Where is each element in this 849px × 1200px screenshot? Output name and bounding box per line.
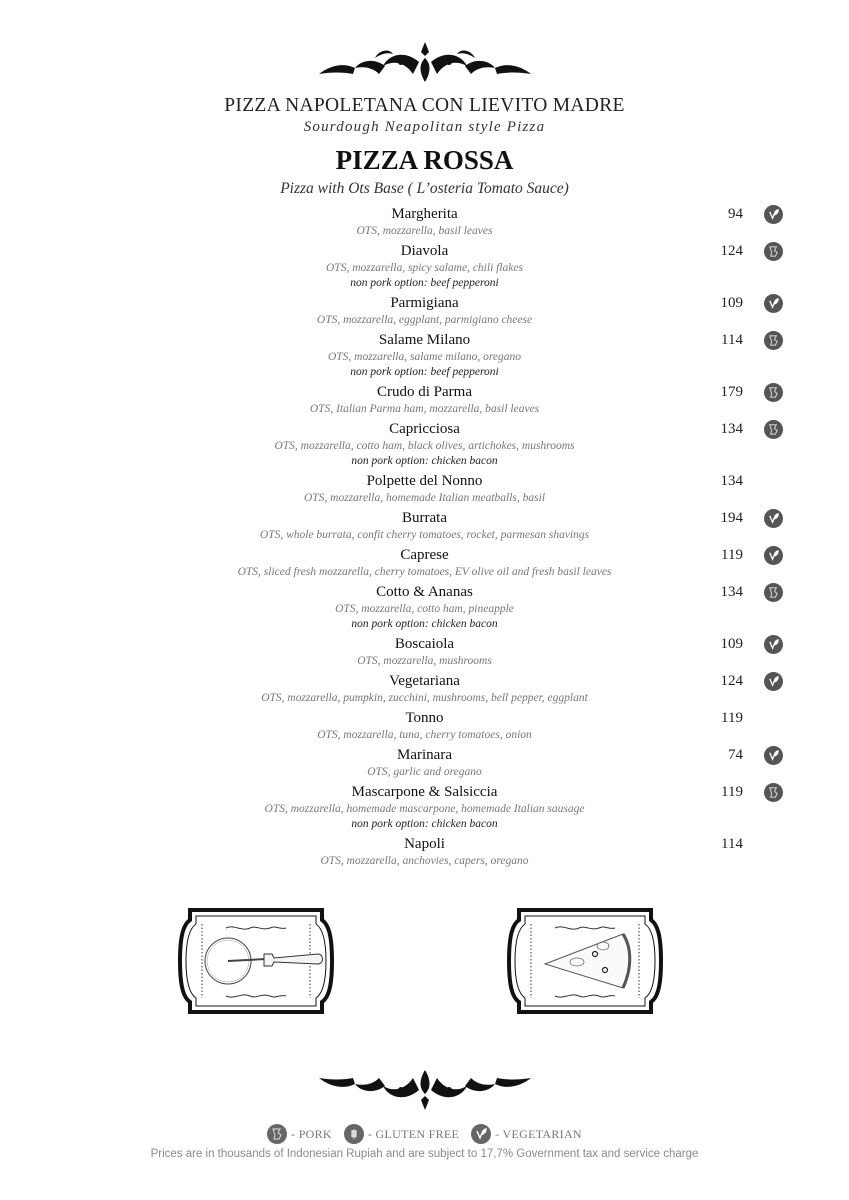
menu-item bbox=[0, 546, 849, 583]
gluten-free-icon bbox=[344, 1124, 364, 1144]
vegetarian-icon bbox=[764, 672, 783, 691]
item-price: 124 bbox=[720, 243, 743, 259]
legend-vegetarian bbox=[471, 1124, 582, 1144]
vegetarian-icon bbox=[764, 546, 783, 565]
item-name: Marinara bbox=[397, 747, 452, 763]
item-price: 134 bbox=[720, 473, 743, 489]
item-description: OTS, mozzarella, homemade mascarpone, homemade Italian sausage bbox=[264, 803, 585, 815]
item-description: OTS, garlic and oregano bbox=[367, 766, 482, 778]
item-name: Salame Milano bbox=[378, 332, 471, 348]
item-price: 114 bbox=[721, 332, 743, 348]
item-description: OTS, mozzarella, eggplant, parmigiano cheese bbox=[316, 314, 533, 326]
flourish-ornament-top bbox=[315, 40, 535, 86]
menu-item bbox=[0, 205, 849, 242]
item-price: 124 bbox=[720, 673, 743, 689]
price-footnote: Prices are in thousands of Indonesian Rupiah and are subject to 17,7% Government tax and service charge bbox=[150, 1148, 699, 1160]
menu-item bbox=[0, 709, 849, 746]
item-price: 119 bbox=[721, 710, 743, 726]
menu-header bbox=[0, 94, 849, 200]
menu-item bbox=[0, 783, 849, 835]
vegetarian-icon bbox=[471, 1124, 491, 1144]
vegetarian-icon bbox=[764, 205, 783, 224]
flourish-ornament-bottom bbox=[315, 1066, 535, 1112]
pork-icon bbox=[764, 583, 783, 602]
menu-item bbox=[0, 672, 849, 709]
item-description: OTS, sliced fresh mozzarella, cherry tomatoes, EV olive oil and fresh basil leaves bbox=[237, 566, 612, 578]
item-name: Parmigiana bbox=[390, 295, 459, 311]
pizza-cutter-illustration bbox=[176, 906, 336, 1016]
item-price: 194 bbox=[720, 510, 743, 526]
vegetarian-icon bbox=[764, 635, 783, 654]
item-option: non pork option: beef pepperoni bbox=[350, 277, 499, 289]
vegetarian-icon bbox=[764, 294, 783, 313]
item-option: non pork option: chicken bacon bbox=[351, 618, 498, 630]
item-price: 134 bbox=[720, 584, 743, 600]
item-name: Napoli bbox=[404, 836, 445, 852]
category-title: PIZZA ROSSA bbox=[335, 145, 514, 175]
item-description: OTS, Italian Parma ham, mozzarella, basil leaves bbox=[309, 403, 540, 415]
item-price: 74 bbox=[728, 747, 743, 763]
dietary-legend bbox=[0, 1124, 849, 1144]
item-option: non pork option: beef pepperoni bbox=[350, 366, 499, 378]
item-name: Margherita bbox=[391, 206, 458, 222]
item-name: Caprese bbox=[400, 547, 449, 563]
item-name: Capricciosa bbox=[389, 421, 460, 437]
pork-icon bbox=[764, 242, 783, 261]
item-description: OTS, mozzarella, salame milano, oregano bbox=[327, 351, 522, 363]
pizza-slice-illustration bbox=[505, 906, 665, 1016]
menu-item bbox=[0, 242, 849, 294]
item-description: OTS, mozzarella, tuna, cherry tomatoes, onion bbox=[317, 729, 532, 741]
item-name: Cotto & Ananas bbox=[376, 584, 473, 600]
menu-item bbox=[0, 472, 849, 509]
item-price: 119 bbox=[721, 784, 743, 800]
legend-vegetarian-label: - VEGETARIAN bbox=[495, 1126, 582, 1141]
item-name: Vegetariana bbox=[389, 673, 460, 689]
item-description: OTS, mozzarella, cotto ham, pineapple bbox=[335, 603, 514, 615]
item-name: Mascarpone & Salsiccia bbox=[351, 784, 498, 800]
category-note: Pizza with Ots Base ( L’osteria Tomato Sauce) bbox=[280, 180, 569, 197]
menu-item bbox=[0, 635, 849, 672]
item-description: OTS, mozzarella, homemade Italian meatballs, basil bbox=[303, 492, 546, 504]
item-name: Boscaiola bbox=[394, 636, 455, 652]
item-description: OTS, mozzarella, pumpkin, zucchini, mushrooms, bell pepper, eggplant bbox=[261, 692, 588, 704]
menu-item bbox=[0, 420, 849, 472]
legend-gluten-free bbox=[344, 1124, 459, 1144]
item-price: 179 bbox=[720, 384, 743, 400]
section-title-italian: PIZZA NAPOLETANA CON LIEVITO MADRE bbox=[224, 95, 625, 116]
item-description: OTS, mozzarella, mushrooms bbox=[357, 655, 492, 667]
item-description: OTS, mozzarella, spicy salame, chili flakes bbox=[326, 262, 523, 274]
item-description: OTS, mozzarella, anchovies, capers, oregano bbox=[320, 855, 529, 867]
item-price: 109 bbox=[720, 636, 743, 652]
menu-item bbox=[0, 746, 849, 783]
menu-item bbox=[0, 835, 849, 872]
menu-item bbox=[0, 583, 849, 635]
item-price: 134 bbox=[720, 421, 743, 437]
item-description: OTS, whole burrata, confit cherry tomatoes, rocket, parmesan shavings bbox=[259, 529, 590, 541]
item-option: non pork option: chicken bacon bbox=[351, 455, 498, 467]
section-title-english: Sourdough Neapolitan style Pizza bbox=[303, 119, 546, 135]
menu-item bbox=[0, 331, 849, 383]
item-name: Tonno bbox=[405, 710, 444, 726]
menu-list bbox=[0, 205, 849, 872]
item-option: non pork option: chicken bacon bbox=[351, 818, 498, 830]
item-price: 119 bbox=[721, 547, 743, 563]
item-description: OTS, mozzarella, basil leaves bbox=[356, 225, 493, 237]
menu-item bbox=[0, 294, 849, 331]
menu-item bbox=[0, 509, 849, 546]
pork-icon bbox=[764, 331, 783, 350]
menu-item bbox=[0, 383, 849, 420]
item-name: Crudo di Parma bbox=[377, 384, 472, 400]
pork-icon bbox=[764, 783, 783, 802]
vegetarian-icon bbox=[764, 509, 783, 528]
item-name: Burrata bbox=[402, 510, 447, 526]
pork-icon bbox=[764, 383, 783, 402]
item-description: OTS, mozzarella, cotto ham, black olives, artichokes, mushrooms bbox=[274, 440, 575, 452]
item-price: 114 bbox=[721, 836, 743, 852]
item-price: 109 bbox=[720, 295, 743, 311]
legend-pork bbox=[267, 1124, 332, 1144]
item-name: Polpette del Nonno bbox=[366, 473, 483, 489]
item-price: 94 bbox=[728, 206, 743, 222]
legend-pork-label: - PORK bbox=[291, 1126, 332, 1141]
legend-gluten-free-label: - GLUTEN FREE bbox=[367, 1126, 460, 1141]
vegetarian-icon bbox=[764, 746, 783, 765]
item-name: Diavola bbox=[400, 243, 449, 259]
pork-icon bbox=[764, 420, 783, 439]
pork-icon bbox=[267, 1124, 287, 1144]
